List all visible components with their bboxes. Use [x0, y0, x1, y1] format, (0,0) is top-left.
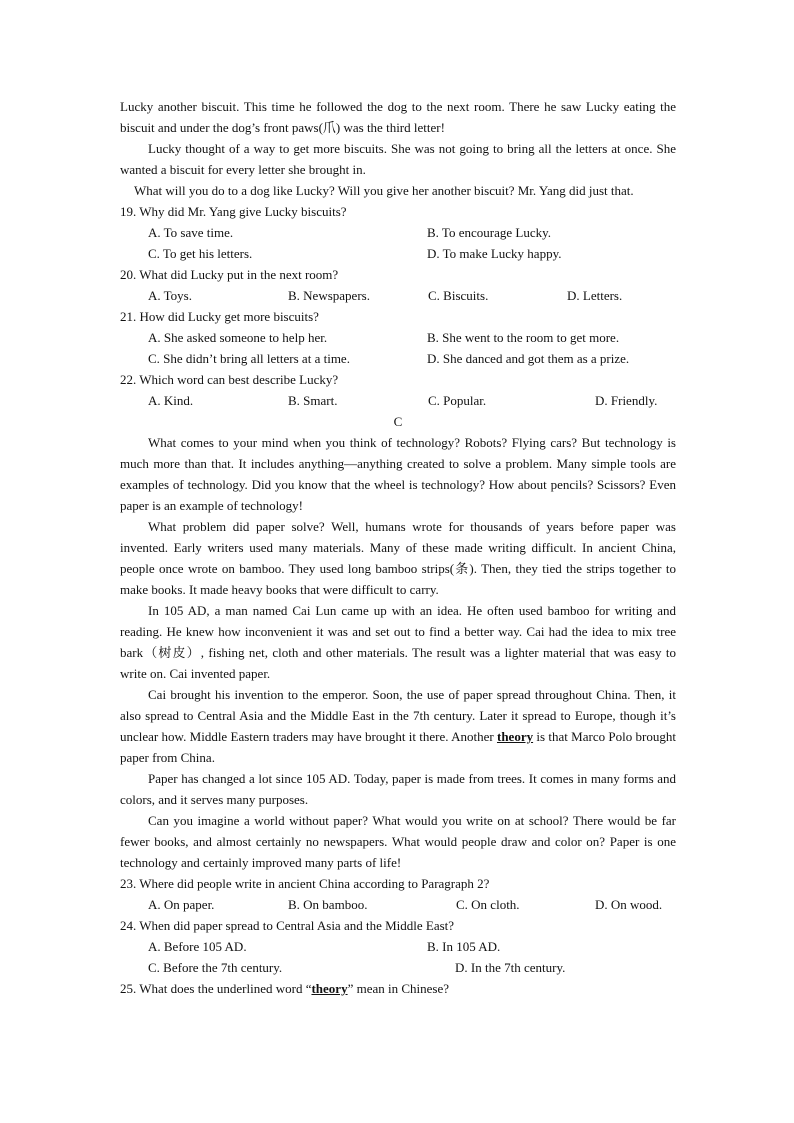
options-row	[120, 957, 676, 978]
option-c: C. She didn’t bring all letters at a time.	[148, 351, 350, 366]
option-d: D. Friendly.	[595, 393, 658, 408]
option-b: B. She went to the room to get more.	[427, 330, 620, 345]
passage-c-paragraph-6: Can you imagine a world without paper? What would you write on at school? There would be far fewer books, and almost certainly no newspapers. What would people draw and color on? Paper is one technology and certainly improved many parts of life!	[120, 813, 676, 870]
question-19: 19. Why did Mr. Yang give Lucky biscuits?	[120, 204, 347, 219]
option-c: C. On cloth.	[456, 897, 520, 912]
options-row	[120, 243, 676, 264]
question-20: 20. What did Lucky put in the next room?	[120, 267, 339, 282]
option-c: C. Popular.	[428, 393, 487, 408]
underlined-word: theory	[496, 729, 534, 744]
option-a: A. To save time.	[148, 225, 234, 240]
option-c: C. Biscuits.	[428, 288, 489, 303]
question-22: 22. Which word can best describe Lucky?	[120, 372, 339, 387]
option-d: D. On wood.	[595, 897, 663, 912]
paragraph-text: Cai brought his invention to the emperor. Soon, the use of paper spread throughout China. Then, it also spread to Central Asia and the Middle East in the 7th century. Later it spread to Europe, though it’s unclear how. Middle Eastern traders may have brought it there. Another	[120, 687, 676, 744]
passage-c-paragraph-4	[120, 684, 676, 768]
option-c: C. Before the 7th century.	[148, 960, 283, 975]
option-d: D. She danced and got them as a prize.	[427, 351, 630, 366]
question-23: 23. Where did people write in ancient China according to Paragraph 2?	[120, 876, 490, 891]
question-21: 21. How did Lucky get more biscuits?	[120, 309, 319, 324]
option-b: B. To encourage Lucky.	[427, 225, 551, 240]
option-b: B. Smart.	[288, 393, 338, 408]
options-row	[120, 894, 676, 915]
underlined-word: theory	[311, 981, 348, 996]
page-content	[120, 96, 676, 999]
options-row	[120, 285, 676, 306]
passage-b-paragraph: Lucky another biscuit. This time he followed the dog to the next room. There he saw Lucky eating the biscuit and under the dog’s front paws(爪) was the third letter!	[120, 99, 676, 135]
options-row	[120, 390, 676, 411]
passage-b-paragraph: What will you do to a dog like Lucky? Will you give her another biscuit? Mr. Yang did just that.	[134, 183, 634, 198]
option-d: D. To make Lucky happy.	[427, 246, 562, 261]
question-text: ” mean in Chinese?	[347, 981, 450, 996]
option-a: A. Toys.	[148, 288, 192, 303]
option-b: B. Newspapers.	[288, 288, 370, 303]
option-d: D. In the 7th century.	[455, 960, 566, 975]
options-row	[120, 222, 676, 243]
passage-c-paragraph-1: What comes to your mind when you think of technology? Robots? Flying cars? But technology is much more than that. It includes anything—anything created to solve a problem. Many simple tools are examples of technology. Did you know that the wheel is technology? How about pencils? Scissors? Even paper is an example of technology!	[120, 435, 676, 513]
passage-c-paragraph-5: Paper has changed a lot since 105 AD. Today, paper is made from trees. It comes in many forms and colors, and it serves many purposes.	[120, 771, 676, 807]
option-d: D. Letters.	[567, 288, 623, 303]
option-a: A. On paper.	[148, 897, 215, 912]
option-a: A. Kind.	[148, 393, 194, 408]
option-b: B. In 105 AD.	[427, 939, 501, 954]
option-b: B. On bamboo.	[288, 897, 368, 912]
passage-c-paragraph-3: In 105 AD, a man named Cai Lun came up with an idea. He often used bamboo for writing and reading. He knew how inconvenient it was and set out to find a better way. Cai had the idea to mix tree bark（树皮）, fishing net, cloth and other materials. The result was a lighter material that was easy to write on. Cai invented paper.	[120, 603, 676, 681]
option-a: A. Before 105 AD.	[148, 939, 247, 954]
section-heading: C	[393, 414, 403, 429]
paragraph-text: is that Marco Polo brought paper from China.	[120, 729, 676, 765]
passage-b-paragraph: Lucky thought of a way to get more biscuits. She was not going to bring all the letters at once. She wanted a biscuit for every letter she brought in.	[120, 141, 676, 177]
passage-c-paragraph-2: What problem did paper solve? Well, humans wrote for thousands of years before paper was invented. Early writers used many materials. Many of these made writing difficult. In ancient China, people once wrote on bamboo. They used long bamboo strips(条). Then, they tied the strips together to make books. It made heavy books that were difficult to carry.	[120, 519, 676, 597]
option-c: C. To get his letters.	[148, 246, 253, 261]
options-row	[120, 327, 676, 348]
options-row	[120, 936, 676, 957]
question-24: 24. When did paper spread to Central Asia and the Middle East?	[120, 918, 455, 933]
question-25	[120, 978, 676, 999]
option-a: A. She asked someone to help her.	[148, 330, 328, 345]
options-row	[120, 348, 676, 369]
question-text: 25. What does the underlined word “	[120, 981, 312, 996]
